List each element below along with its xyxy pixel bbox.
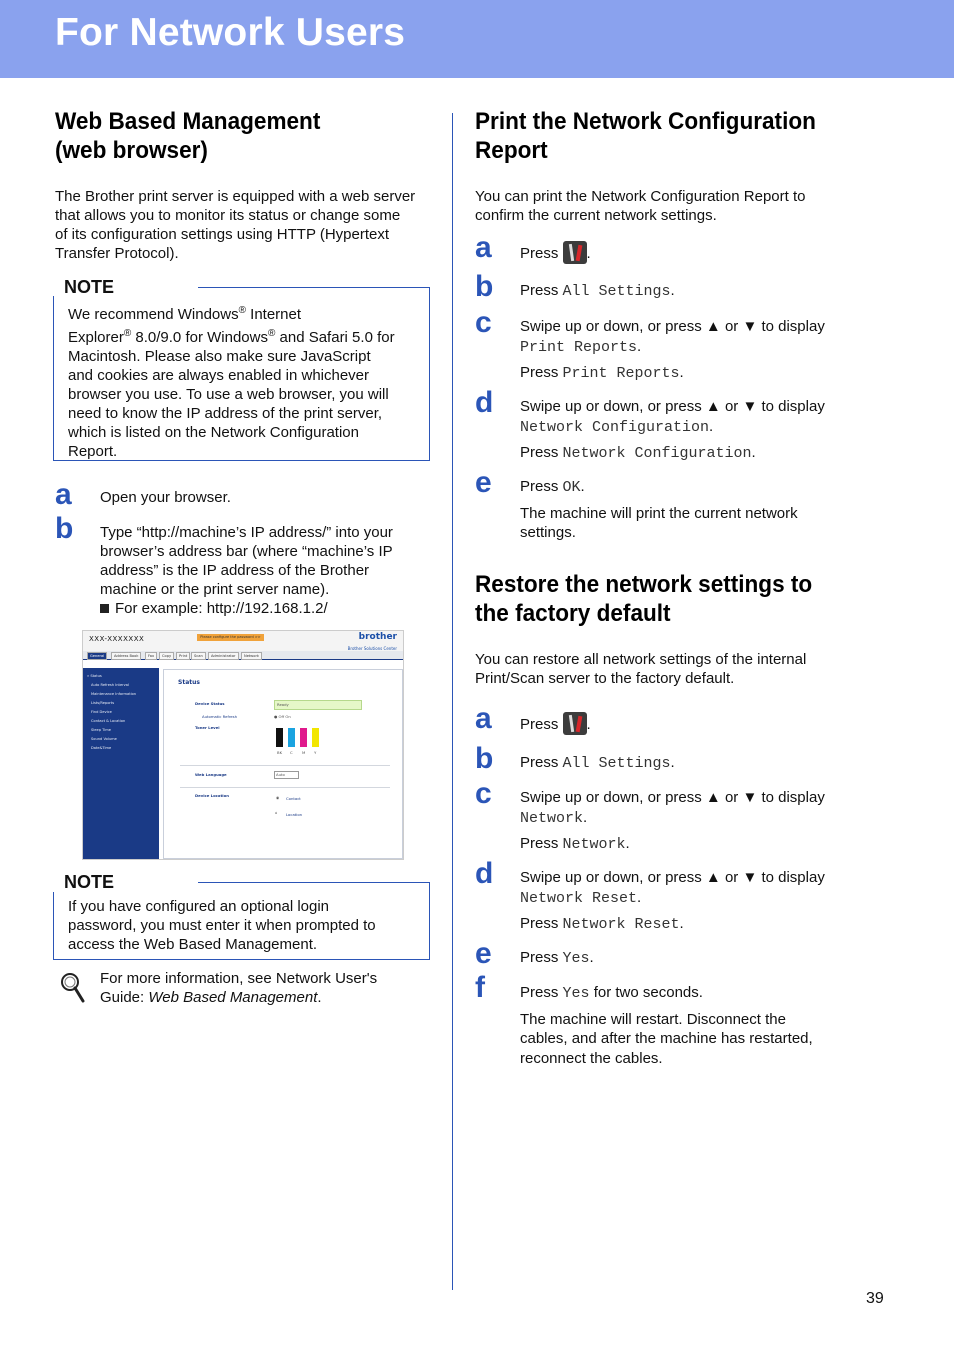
heading-line: Print the Network Configuration [475, 108, 816, 135]
heading-line: the factory default [475, 600, 671, 627]
step-letter: d [475, 386, 494, 419]
step-text [520, 397, 825, 464]
text-line: settings. [520, 524, 576, 541]
note-text [68, 301, 423, 461]
step-letter: d [475, 857, 494, 890]
text-span: Press [520, 915, 563, 932]
example-line [100, 599, 440, 618]
toner-name-c: C [290, 750, 293, 755]
text-span: . [637, 337, 642, 355]
auto-refresh-options-text: Off On [278, 714, 291, 719]
text-span: . [583, 808, 588, 826]
right-section-heading [475, 570, 834, 628]
text-span: Press [520, 478, 563, 495]
step-letter: e [475, 937, 492, 970]
screenshot-title: XXX-XXXXXXX [89, 635, 145, 643]
location-icon: ⌂ [275, 810, 278, 815]
text-line: access the Web Based Management. [68, 936, 318, 953]
text-line [520, 983, 813, 1004]
text-line [520, 337, 825, 358]
menu-name: Network Reset [520, 889, 638, 907]
intro-paragraph [475, 650, 855, 688]
magnifier-icon [58, 970, 86, 1004]
tab-network: Network [241, 652, 262, 660]
step-letter: a [475, 231, 492, 264]
menu-name: All Settings [562, 755, 671, 772]
location-label: Location [286, 812, 303, 817]
text-line: For more information, see Network User's [100, 970, 378, 987]
tab-address-book: Address Book [111, 652, 141, 660]
contact-label: Contact [286, 796, 301, 801]
sidebar-item: Lists/Reports [91, 701, 115, 705]
sidebar-item-status: » Status [87, 674, 102, 678]
step-letter: a [55, 478, 72, 511]
text-span: . [679, 364, 684, 381]
text-line: reconnect the cables. [520, 1049, 663, 1067]
auto-refresh-label: Automatic Refresh [202, 714, 238, 719]
sidebar-item: Find Device [91, 710, 112, 714]
step-text [520, 317, 825, 384]
text-line: cables, and after the machine has restarted, [520, 1030, 813, 1047]
text-line: Type “http://machine’s IP address/” into your [100, 524, 393, 541]
step-text [520, 477, 798, 543]
text-line: The machine will print the current network [520, 504, 798, 522]
example-text: For example: http://192.168.1.2/ [115, 600, 328, 617]
toner-level-label: Toner Level [195, 725, 220, 730]
text-line: Transfer Protocol). [55, 245, 179, 262]
text-line: which is listed on the Network Configuration [68, 424, 359, 441]
tab-print: Print [176, 652, 190, 660]
password-warning: Please configure the password >> [197, 634, 264, 641]
text-line: The Brother print server is equipped with a web server [55, 188, 416, 205]
intro-paragraph [55, 187, 435, 263]
step-text [520, 712, 591, 735]
tab-copy: Copy [159, 652, 174, 660]
solutions-center-link: Brother Solutions Center [347, 646, 397, 651]
text-span: for two seconds. [589, 984, 703, 1001]
text-line: You can restore all network settings of the internal [475, 651, 807, 668]
sidebar-item: Sound Volume [91, 737, 117, 741]
left-section-heading [55, 107, 337, 165]
text-line: and cookies are always enabled in whichever [68, 367, 370, 384]
toner-bar-bk [276, 728, 283, 747]
step-letter: e [475, 466, 492, 499]
text-line [520, 417, 825, 438]
text-span: Press [520, 245, 563, 262]
text-line [520, 914, 825, 935]
guide-reference: Web Based Management [148, 989, 318, 1006]
web-language-select: Auto [274, 771, 299, 779]
step-text [520, 948, 594, 969]
tab-general: General [87, 652, 107, 660]
text-span: . [580, 478, 585, 495]
step-letter: a [475, 702, 492, 735]
screenshot-tabs [83, 651, 403, 660]
text-line [520, 477, 798, 498]
toner-bar-c [288, 728, 295, 747]
text-span: . [670, 282, 675, 299]
step-letter: c [475, 777, 492, 810]
toner-name-m: M [302, 750, 306, 755]
device-location-label: Device Location [195, 793, 229, 798]
tab-administrator: Administrator [208, 652, 239, 660]
text-line: If you have configured an optional login [68, 898, 330, 915]
page-title: For Network Users [55, 11, 406, 54]
text-line: Swipe up or down, or press ▲ or ▼ to display [520, 398, 825, 415]
text-span: Press [520, 444, 563, 461]
text-span: . [586, 716, 591, 733]
toner-name-y: Y [314, 750, 317, 755]
text-line: confirm the current network settings. [475, 207, 717, 224]
heading-line: Report [475, 137, 548, 164]
text-line: Macintosh. Please also make sure JavaScript [68, 348, 371, 365]
menu-name: Print Reports [520, 338, 638, 356]
step-text [520, 788, 825, 855]
text-line [520, 443, 825, 464]
sidebar-item: Maintenance Information [91, 692, 137, 696]
menu-name: Print Reports [562, 365, 680, 382]
device-status-label: Device Status [195, 701, 225, 706]
text-line [100, 988, 430, 1007]
text-span: . [751, 444, 756, 461]
menu-name: Network Configuration [562, 445, 752, 462]
menu-name: Network [520, 809, 584, 827]
heading-line: (web browser) [55, 137, 208, 164]
text-line [520, 363, 825, 384]
text-span: Press [520, 984, 563, 1001]
text-line: Explorer® 8.0/9.0 for Windows® and Safari 5.0 for [68, 328, 395, 346]
menu-name: Network Configuration [520, 418, 710, 436]
step-text [100, 523, 440, 618]
text-line: address” is the IP address of the Brother [100, 562, 370, 579]
sidebar-item: Date&Time [91, 746, 112, 750]
intro-paragraph [475, 187, 855, 225]
toner-bar-y [312, 728, 319, 747]
note-border-left [53, 892, 54, 960]
web-language-label: Web Language [195, 772, 227, 777]
step-letter: b [55, 512, 74, 545]
text-line: Swipe up or down, or press ▲ or ▼ to display [520, 869, 825, 886]
sidebar-item: Auto Refresh Interval [91, 683, 129, 687]
screenshot-sidebar [83, 668, 159, 859]
heading-line: Restore the network settings to [475, 571, 813, 598]
text-line: The machine will restart. Disconnect the [520, 1010, 786, 1028]
sidebar-item: Sleep Time [91, 728, 111, 732]
text-line [520, 834, 825, 855]
text-span: Press [520, 364, 563, 381]
note-label: NOTE [64, 277, 115, 297]
page-number: 39 [866, 1290, 884, 1307]
text-span: . [589, 949, 594, 966]
divider [180, 765, 390, 766]
settings-tools-icon [563, 241, 587, 264]
text-line: browser you use. To use a web browser, you will [68, 386, 389, 403]
menu-name: Network [562, 836, 626, 853]
text-span: Press [520, 949, 563, 966]
status-heading: Status [178, 679, 200, 686]
text-line: password, you must enter it when prompted to [68, 917, 376, 934]
sidebar-item: Contact & Location [91, 719, 126, 723]
step-text [520, 281, 675, 302]
step-letter: f [475, 971, 485, 1004]
menu-name: All Settings [562, 283, 671, 300]
bullet-square [100, 604, 109, 613]
menu-name: OK [562, 479, 581, 496]
text-line [520, 888, 825, 909]
auto-refresh-options: ● Off On [274, 714, 291, 719]
note-label: NOTE [64, 872, 115, 892]
text-line: We recommend Windows® Internet [68, 305, 302, 323]
step-text [520, 983, 813, 1068]
contact-icon: ◉ [276, 795, 280, 800]
divider [180, 787, 390, 788]
menu-name: Yes [562, 985, 590, 1002]
step-text [520, 241, 591, 264]
screenshot-main-panel [163, 669, 403, 859]
brand-logo: brother [358, 632, 397, 642]
text-span: Press [520, 835, 563, 852]
text-span: . [670, 754, 675, 771]
settings-tools-icon [563, 712, 587, 735]
tab-fax: Fax [145, 652, 157, 660]
text-span: . [637, 888, 642, 906]
step-letter: c [475, 306, 492, 339]
text-span: Press [520, 282, 563, 299]
page-header-banner [0, 0, 954, 78]
text-line: Swipe up or down, or press ▲ or ▼ to display [520, 318, 825, 335]
text-span: Press [520, 754, 563, 771]
menu-name: Yes [562, 950, 590, 967]
toner-name-bk: BK [277, 750, 283, 755]
step-text [520, 753, 675, 774]
text-span: . [709, 417, 714, 435]
note-border-left [53, 296, 54, 461]
text-span: . [317, 989, 322, 1006]
text-line: Print/Scan server to the factory default. [475, 670, 735, 687]
toner-bar-m [300, 728, 307, 747]
note-text [68, 897, 423, 954]
right-section-heading [475, 107, 838, 165]
text-line [520, 808, 825, 829]
tab-scan: Scan [191, 652, 206, 660]
text-span: . [625, 835, 630, 852]
step-letter: b [475, 270, 494, 303]
web-management-screenshot [82, 630, 404, 860]
menu-name: Network Reset [562, 916, 680, 933]
step-letter: b [475, 742, 494, 775]
text-line: need to know the IP address of the print server, [68, 405, 383, 422]
text-span: . [679, 915, 684, 932]
text-line: machine or the print server name). [100, 581, 330, 598]
text-span: . [586, 245, 591, 262]
text-span: Press [520, 716, 563, 733]
text-span: Guide: [100, 989, 149, 1006]
text-line: that allows you to monitor its status or change some [55, 207, 401, 224]
heading-line: Web Based Management [55, 108, 321, 135]
text-line: Report. [68, 443, 118, 460]
device-status-value: Ready [274, 700, 362, 710]
step-text [520, 868, 825, 935]
step-text: Open your browser. [100, 489, 231, 506]
text-line: browser’s address bar (where “machine’s IP [100, 543, 393, 560]
text-line: Swipe up or down, or press ▲ or ▼ to display [520, 789, 825, 806]
more-info-text [100, 969, 430, 1007]
column-divider [452, 113, 453, 1290]
text-line: You can print the Network Configuration Report to [475, 188, 806, 205]
text-line: of its configuration settings using HTTP (Hypertext [55, 226, 390, 243]
